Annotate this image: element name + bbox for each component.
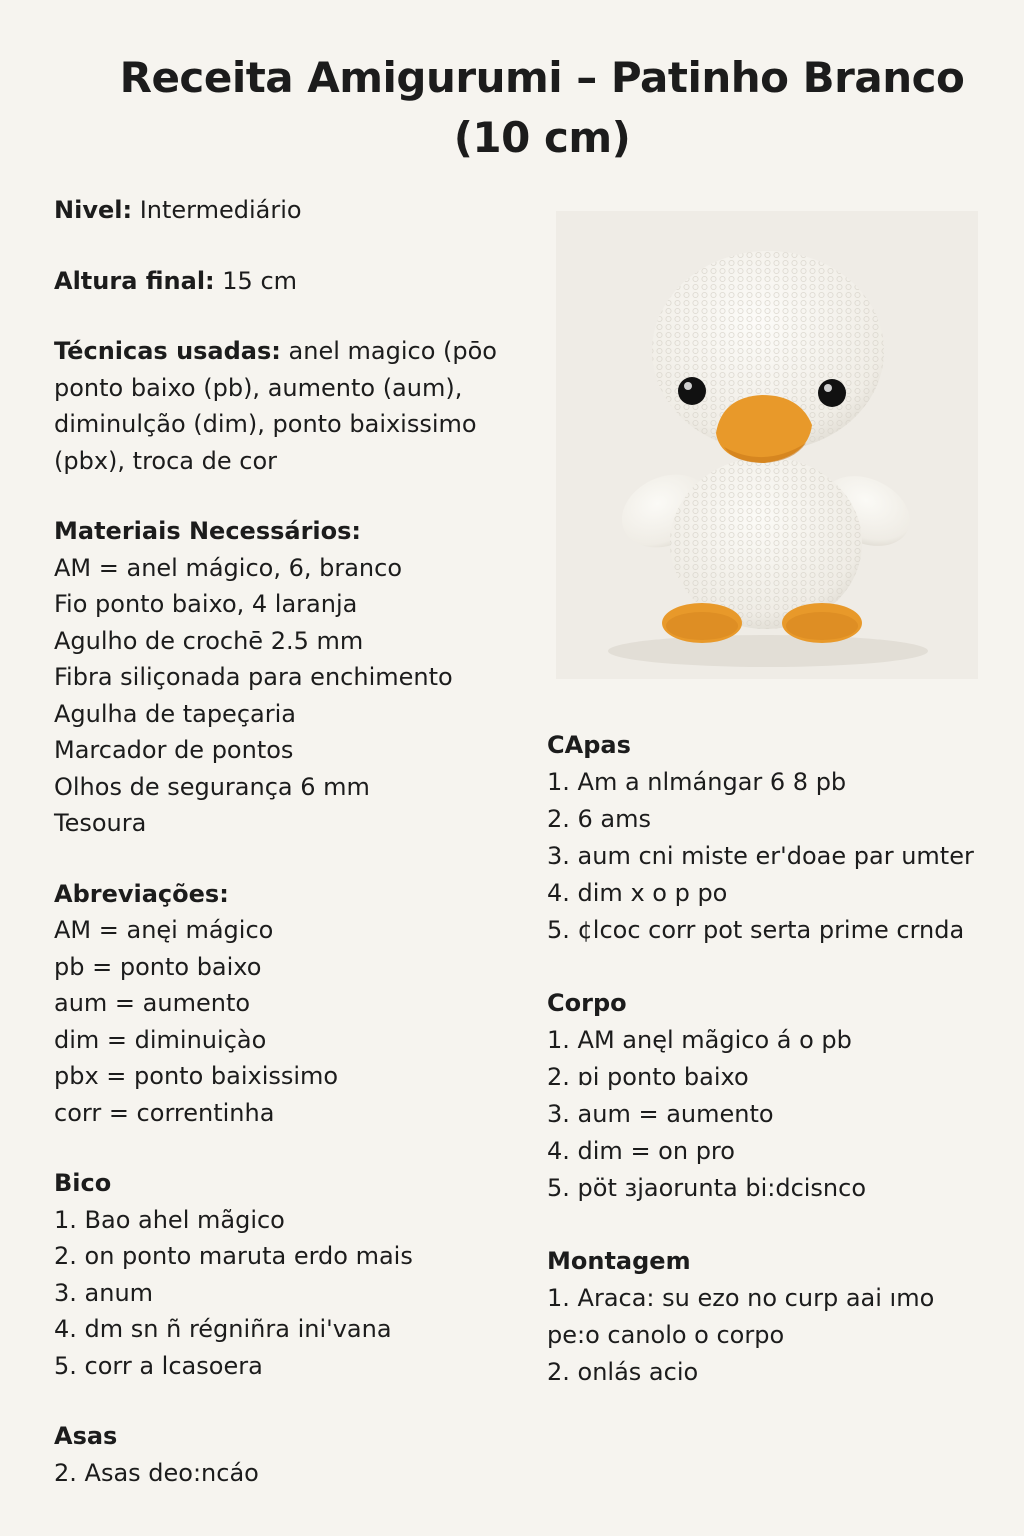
duck-illustration	[556, 211, 978, 679]
list-item: 3. aum cni miste er'doae par umter	[547, 842, 974, 870]
list-item: pb = ponto baixo	[54, 952, 262, 981]
altura-value: 15 cm	[222, 266, 298, 295]
left-eye	[678, 377, 706, 405]
altura-row	[54, 263, 524, 300]
list-item: 1. Bao ahel mãgico	[54, 1205, 285, 1234]
list-item: 2. on ponto maruta erdo mais	[54, 1242, 413, 1270]
tecnicas-block	[54, 333, 524, 479]
materiais-heading: Materiais Necessários:	[54, 517, 362, 545]
nivel-row	[54, 192, 524, 229]
list-item: 5. pöt ɜjaorunta bi:dcisnco	[547, 1174, 867, 1202]
nivel-value: Intermediário	[139, 196, 302, 224]
list-item: AM = anel mágico, 6, branco	[54, 553, 403, 582]
list-item: pe:o canolo o corpo	[547, 1321, 785, 1349]
list-item: dim = diminuiçào	[54, 1025, 267, 1054]
right-eye	[818, 379, 846, 407]
bico-heading: Bico	[54, 1169, 112, 1197]
list-item: Fio ponto baixo, 4 laranja	[54, 590, 358, 618]
nivel-label: Nivel:	[54, 196, 133, 224]
tecnicas-label: Técnicas usadas:	[54, 337, 281, 365]
list-item: Marcador de pontos	[54, 736, 294, 764]
list-item: 2. onlás acio	[547, 1358, 699, 1386]
duck-photo	[556, 211, 978, 679]
corpo-section	[547, 985, 1007, 1207]
abreviacoes-heading: Abreviações:	[54, 879, 229, 908]
page-title	[60, 48, 1024, 168]
title-line-1: Receita Amigurumi – Patinho Branco	[119, 53, 965, 102]
corpo-heading: Corpo	[547, 989, 627, 1017]
montagem-heading: Montagem	[547, 1247, 691, 1275]
montagem-section	[547, 1243, 1007, 1391]
list-item: 2. Asas deo:ncáo	[54, 1458, 259, 1487]
list-item: Tesoura	[54, 809, 147, 837]
list-item: 1. Araca: su ezo no curp aai ımo	[547, 1284, 935, 1312]
list-item: 3. anum	[54, 1278, 154, 1307]
abreviacoes-section	[54, 876, 524, 1132]
capas-section	[547, 727, 1007, 949]
list-item: 1. Am a nlmángar 6 8 pb	[547, 768, 847, 796]
list-item: aum = aumento	[54, 989, 251, 1017]
tecnicas-line-3: diminulção (dim), ponto baixissimo	[54, 410, 477, 438]
list-item: 1. AM anęl mãgico á o pb	[547, 1026, 852, 1054]
left-column	[54, 192, 524, 1491]
materiais-section	[54, 513, 524, 842]
list-item: 5. corr a lcasoera	[54, 1351, 263, 1380]
list-item: 4. dim x o p po	[547, 879, 728, 907]
right-column	[547, 727, 1007, 1391]
list-item: 4. dm sn ñ régniñra ini'vana	[54, 1315, 392, 1343]
list-item: Agulho de crochē 2.5 mm	[54, 626, 364, 655]
asas-heading: Asas	[54, 1422, 118, 1450]
list-item: 2. 6 ams	[547, 805, 652, 833]
list-item: AM = anęi mágico	[54, 916, 274, 944]
capas-heading: CApas	[547, 731, 631, 759]
tecnicas-line-4: (pbx), troca de cor	[54, 446, 277, 475]
tecnicas-line-2: ponto baixo (pb), aumento (aum),	[54, 373, 463, 402]
list-item: Olhos de segurança 6 mm	[54, 772, 370, 801]
list-item: corr = correntinha	[54, 1098, 275, 1127]
asas-section	[54, 1418, 524, 1491]
tecnicas-line-1: anel magico (pōo	[288, 337, 497, 365]
bico-section	[54, 1165, 524, 1384]
list-item: pbx = ponto baixissimo	[54, 1062, 339, 1090]
title-line-2: (10 cm)	[453, 113, 631, 162]
list-item: 2. ɒi ponto baixo	[547, 1063, 749, 1091]
altura-label: Altura final:	[54, 266, 215, 295]
list-item: 4. dim = on pro	[547, 1137, 735, 1165]
list-item: Fibra siliçonada para enchimento	[54, 663, 453, 691]
list-item: Agulha de tapeçaria	[54, 699, 296, 728]
list-item: 3. aum = aumento	[547, 1100, 774, 1128]
list-item: 5. ¢lcoc corr pot serta prime crnda	[547, 916, 965, 944]
